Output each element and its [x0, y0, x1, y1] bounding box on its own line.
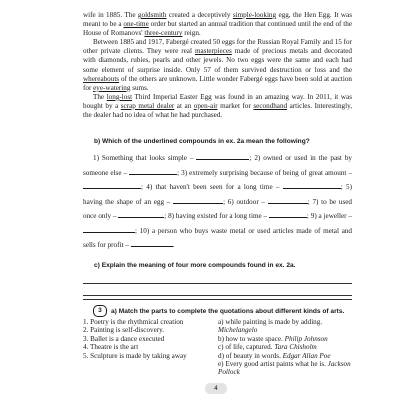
answer-line[interactable] [83, 283, 352, 284]
text: reign. [182, 29, 201, 38]
text: ; 10) a person who buys waste metal or used articles made of metal and sells for profit – [83, 226, 352, 249]
text: articles. Interestingly, the dealer had no idea of what he had purchased. [83, 101, 352, 120]
text: 1) Something that looks simple – [93, 154, 194, 162]
text: c) of life, captured. [218, 343, 275, 352]
text: wife in 1885. The [83, 11, 138, 19]
answer-blank-1[interactable] [196, 153, 249, 160]
quote-author: Philip Johnson [284, 334, 328, 343]
reading-passage [83, 11, 352, 120]
text: of the others are unknown. Little wonder Fabergé eggs have been sold at auction for [83, 74, 352, 92]
text: ; 8) having existed for a long time – [164, 212, 268, 220]
underlined-compound: one-time [123, 20, 149, 29]
text: at an [174, 101, 194, 110]
text: Between 1885 and 1917, Fabergé created 50 eggs for the Russian Royal Family and 15 for other private clients. They were real [83, 38, 352, 56]
exercise-number-badge: 3 [93, 305, 107, 317]
exercise-c-heading: c) Explain the meaning of four more compounds found in ex. 2a. [94, 262, 296, 269]
text: ; 3) extremely surprising because of being of great amount – [177, 168, 353, 177]
answer-blank-9[interactable] [83, 226, 135, 233]
text: b) how to waste space. [218, 334, 285, 343]
text: . [172, 241, 175, 249]
underlined-compound: long-lost [106, 92, 133, 101]
text: ; 6) outdoor – [223, 197, 265, 206]
text: order but started an annual tradition that continued until the end of the House of Romanovs' [83, 20, 352, 38]
quote-ends-column [218, 318, 352, 377]
quote-start-item: 1. Poetry is the rhythmical creation [83, 318, 184, 326]
quote-author: Michelangelo [218, 326, 258, 335]
text: ; 5) having the shape of an egg – [83, 183, 353, 206]
text: egg, the Hen Egg. It was meant to be a [83, 11, 352, 29]
quote-end-item [218, 318, 352, 335]
quote-end-item [218, 335, 352, 343]
answer-line[interactable] [83, 295, 352, 296]
answer-blank-4[interactable] [283, 182, 341, 189]
text: ; 9) a jeweller – [306, 212, 352, 220]
text: e) Every good artist paints what he is. [218, 360, 328, 369]
quote-start-item: 4. Theatre is the art [83, 343, 139, 352]
quote-start-item: 2. Painting is self-discovery. [83, 326, 165, 335]
text: ; 2) owned or used in the past by someone else – [83, 154, 352, 177]
exercise-3-heading: a) Match the parts to complete the quotations about different kinds of arts. [111, 307, 345, 315]
exercise-3-header [93, 305, 352, 317]
page-number: 4 [205, 383, 227, 394]
answer-blank-3[interactable] [83, 182, 141, 189]
underlined-compound: secondhand [253, 101, 288, 110]
answer-blank-5[interactable] [173, 197, 223, 204]
underlined-compound: scrap metal dealer [120, 101, 175, 110]
text: made of precious metals and decorated with diamonds, rubies, pearls and other jewels. No two eggs were the same and each had some element of surprise inside. Only 57 of them survived destruction or loss and the [83, 47, 353, 74]
text: d) of beauty in words. [218, 351, 283, 360]
quote-start-item: 3. Ballet is a dance executed [83, 334, 165, 343]
underlined-compound: simple-looking [232, 11, 277, 19]
exercise-b-heading: b) Which of the underlined compounds in ex. 2a mean the following? [94, 138, 310, 145]
text: The [93, 92, 107, 101]
quote-author: Edgar Allan Poe [282, 351, 331, 360]
underlined-compound: eye-watering [93, 83, 131, 92]
paragraph-1 [83, 11, 352, 38]
text: a) while painting is made by adding. [218, 318, 323, 326]
paragraph-3 [83, 93, 352, 120]
section-divider [83, 299, 352, 300]
quote-starts-column [83, 318, 218, 377]
underlined-compound: goldsmith [137, 11, 167, 19]
answer-blank-2[interactable] [129, 168, 177, 175]
text: ; 4) that haven't been seen for a long time – [141, 183, 280, 191]
exercise-b-body [83, 151, 352, 253]
text: sums. [130, 83, 149, 92]
underlined-compound: masterpieces [194, 47, 232, 56]
text: Third Imperial Easter Egg was found in an amazing way. In 2011, it was bought by a [83, 92, 352, 110]
paragraph-2 [83, 38, 352, 93]
text: market for [217, 101, 254, 110]
quote-start-item: 5. Sculpture is made by taking away [83, 351, 187, 360]
text: created a deceptively [166, 11, 233, 19]
matching-exercise [83, 318, 352, 377]
quote-end-item [218, 360, 352, 377]
underlined-compound: open-air [193, 101, 218, 110]
fill-in-text [83, 151, 352, 253]
underlined-compound: whereabouts [83, 74, 120, 83]
underlined-compound: three-century [144, 29, 183, 38]
answer-blank-6[interactable] [268, 197, 308, 204]
quote-end-item [218, 352, 352, 360]
answer-blank-8[interactable] [269, 211, 307, 218]
text: ; 7) to be used once only – [83, 197, 352, 220]
answer-blank-7[interactable] [118, 211, 164, 218]
quote-author: Tara Chisholm [274, 343, 317, 352]
answer-blank-10[interactable] [131, 240, 173, 247]
quote-end-item [218, 343, 352, 351]
quote-author: Jackson Pollock [218, 360, 351, 377]
